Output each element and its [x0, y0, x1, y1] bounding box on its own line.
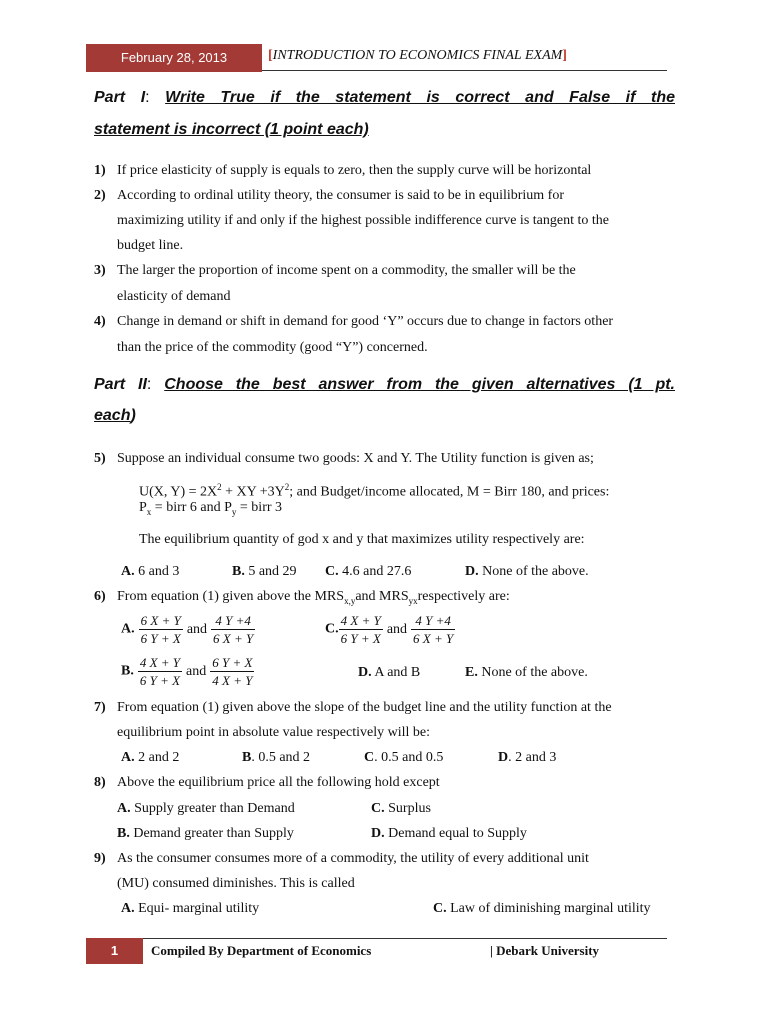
footer-university: | Debark University — [490, 943, 600, 958]
q7-line1: From equation (1) given above the slope of the budget line and the utility function at the — [117, 700, 612, 715]
q4-line1: Change in demand or shift in demand for good ‘Y” occurs due to change in factors other — [117, 314, 614, 329]
q6-number: 6) — [94, 589, 106, 604]
q6-option-b[interactable]: B. $\frac{4 X + Y}{6 Y + X}$ and $\frac{6 Y + X}{4 X + Y}$ — [121, 655, 253, 688]
q6-a-fraction-1: $\frac{6 X + Y}{6 Y + X}$ — [140, 613, 181, 646]
q8-option-a[interactable]: A. Supply greater than Demand — [117, 801, 295, 816]
q7-line2: equilibrium point in absolute value respectively will be: — [117, 725, 430, 740]
q9-option-a[interactable]: A. Equi- marginal utility — [121, 901, 260, 916]
q7-number: 7) — [94, 700, 106, 715]
q5-prices: $P_x$ = birr 6 and $P_y$ = birr 3 — [139, 500, 283, 517]
q9-option-c[interactable]: C. Law of diminishing marginal utility — [433, 901, 651, 916]
part1-heading-line2: statement is incorrect (1 point each) — [94, 121, 369, 138]
part1-heading-line1: Part I: Write True if the statement is correct and False if the — [94, 89, 676, 106]
q6-c-fraction-1: $\frac{4 X + Y}{6 Y + X}$ — [340, 613, 381, 646]
q2-number: 2) — [94, 188, 106, 203]
q9-line1: As the consumer consumes more of a commodity, the utility of every additional unit — [117, 851, 589, 866]
q9-line2: (MU) consumed diminishes. This is called — [117, 876, 355, 891]
q6-c-fraction-2: $\frac{4 Y +4}{6 X + Y}$ — [413, 613, 454, 646]
q7-option-b[interactable]: B. 0.5 and 2 — [242, 750, 311, 765]
q3-number: 3) — [94, 263, 106, 278]
q8-text: Above the equilibrium price all the following hold except — [117, 775, 440, 790]
q6-option-d[interactable]: D. A and B — [358, 665, 421, 680]
header-rule — [262, 70, 667, 71]
q6-text: From equation (1) given above the $MRS_{x,y}and$ $MRS_{yx}respectively$ are: — [117, 589, 510, 606]
q6-option-e[interactable]: E. None of the above. — [465, 665, 588, 680]
q2-line2: maximizing utility if and only if the highest possible indifference curve is tangent to the — [117, 213, 609, 228]
q6-a-fraction-2: $\frac{4 Y +4}{6 X + Y}$ — [213, 613, 254, 646]
q8-option-d[interactable]: D. Demand equal to Supply — [371, 826, 527, 841]
q5-equation: U(X, $Y) = 2X^2$ + XY $+3Y^2$; and Budget/income allocated, M = Birr 180, and prices: — [139, 482, 610, 500]
q3-line2: elasticity of demand — [117, 289, 231, 304]
q1-text: If price elasticity of supply is equals to zero, then the supply curve will be horizontal — [117, 163, 592, 178]
q5-option-d[interactable]: D. None of the above. — [465, 564, 589, 579]
q6-b-fraction-2: $\frac{6 Y + X}{4 X + Y}$ — [212, 655, 253, 688]
q5-text: Suppose an individual consume two goods: X and Y. The Utility function is given as; — [117, 451, 594, 466]
q8-number: 8) — [94, 775, 106, 790]
page-number: 1 — [110, 943, 119, 958]
header-date: February 28, 2013 — [120, 50, 228, 65]
q6-b-fraction-1: $\frac{4 X + Y}{6 Y + X}$ — [139, 655, 181, 688]
q1-number: 1) — [94, 163, 106, 178]
q7-option-c[interactable]: C. 0.5 and 0.5 — [364, 750, 444, 765]
q4-number: 4) — [94, 314, 106, 329]
q5-option-b[interactable]: B. 5 and 29 — [232, 564, 297, 579]
q5-number: 5) — [94, 451, 106, 466]
footer-compiled-by: Compiled By Department of Economics — [151, 943, 372, 958]
header-title: [INTRODUCTION TO ECONOMICS FINAL EXAM] — [268, 48, 567, 63]
q2-line1: According to ordinal utility theory, the consumer is said to be in equilibrium for — [117, 188, 565, 203]
q8-option-c[interactable]: C. Surplus — [371, 801, 431, 816]
q7-option-a[interactable]: A. 2 and 2 — [121, 750, 180, 765]
q7-option-d[interactable]: D. 2 and 3 — [498, 750, 557, 765]
q4-line2: than the price of the commodity (good “Y”) concerned. — [117, 340, 428, 355]
q2-line3: budget line. — [117, 238, 184, 253]
q3-line1: The larger the proportion of income spent on a commodity, the smaller will be the — [117, 263, 576, 278]
q6-option-c[interactable]: C. $\frac{4 X + Y}{6 Y + X}$ and $\frac{4 Y +4}{6 X + Y}$ — [325, 613, 454, 646]
q6-option-a[interactable]: A. $\frac{6 X + Y}{6 Y + X}$ and $\frac{4 Y +4}{6 X + Y}$ — [121, 613, 254, 646]
footer-rule — [143, 938, 667, 939]
q8-option-b[interactable]: B. Demand greater than Supply — [117, 826, 294, 841]
part2-heading-line1: Part II: Choose the best answer from the given alternatives (1 pt. — [94, 376, 675, 393]
part2-heading-line2: each) — [94, 407, 136, 424]
q5-option-c[interactable]: C. 4.6 and 27.6 — [325, 564, 412, 579]
q5-option-a[interactable]: A. 6 and 3 — [121, 564, 180, 579]
q9-number: 9) — [94, 851, 106, 866]
q5-question: The equilibrium quantity of god x and y that maximizes utility respectively are: — [139, 532, 585, 547]
